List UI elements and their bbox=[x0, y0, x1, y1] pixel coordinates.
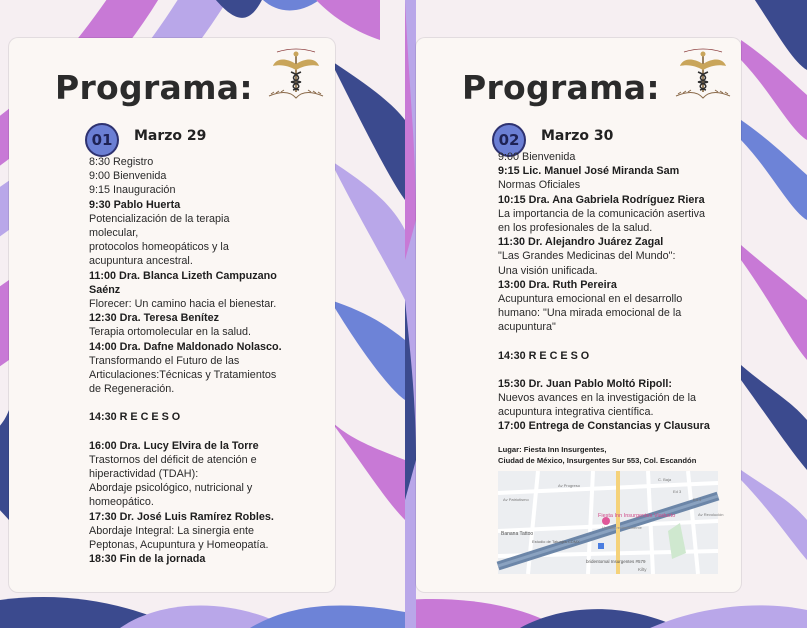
map-street-4: Ed 3 bbox=[673, 489, 682, 494]
map-hotel-sub: Vodalto recientemente bbox=[602, 525, 642, 530]
program-card-day-1 bbox=[9, 38, 335, 592]
map-bodega-label: bridentomal Insurgentes #579 bbox=[586, 559, 646, 564]
schedule-topic: "Las Grandes Medicinas del Mundo": Una visión unificada. bbox=[498, 250, 676, 277]
map-street-7: Kilty bbox=[638, 567, 647, 572]
map-store-label: Estudio de Tatuajes CDMX bbox=[532, 539, 580, 544]
schedule-topic: 9:00 Bienvenida bbox=[498, 151, 576, 163]
map-graphic bbox=[498, 471, 724, 574]
day-number-badge: 02 bbox=[492, 123, 526, 157]
schedule-time-speaker: 16:00 Dra. Lucy Elvira de la Torre bbox=[89, 439, 259, 452]
schedule-spacer bbox=[498, 363, 736, 377]
schedule-time-speaker: 14:30 R E C E S O bbox=[89, 411, 181, 424]
schedule-time-speaker: 15:30 Dr. Juan Pablo Moltó Ripoll: bbox=[498, 377, 672, 390]
program-card-day-2 bbox=[416, 38, 741, 592]
schedule-topic: 9:00 Bienvenida bbox=[89, 170, 167, 183]
page-title: Programa: bbox=[55, 68, 253, 107]
day-date: Marzo 29 bbox=[134, 128, 207, 144]
schedule-time-speaker: 11:00 Dra. Blanca Lizeth Campuzano Saénz bbox=[89, 269, 277, 296]
schedule-time-speaker: 17:30 Dr. José Luis Ramírez Robles. bbox=[89, 510, 274, 523]
schedule-topic: Potencialización de la terapia molecular, protocolos homeopáticos y la acupuntura ancestral. bbox=[89, 212, 230, 268]
schedule-topic: Trastornos del déficit de atención e hiperactividad (TDAH): Abordaje psicológico, nutricional y homeopático. bbox=[89, 453, 257, 509]
schedule-time-speaker: 10:15 Dra. Ana Gabriela Rodríguez Riera bbox=[498, 193, 705, 206]
day-number-badge: 01 bbox=[85, 123, 119, 157]
map-hotel-label: Fiesta Inn Insurgentes Viaducto bbox=[598, 513, 676, 519]
schedule-topic: Normas Oficiales bbox=[498, 179, 581, 192]
location-map[interactable] bbox=[498, 471, 724, 574]
schedule-time-speaker: 12:30 Dra. Teresa Benítez bbox=[89, 312, 220, 325]
schedule-topic: Nuevos avances en la investigación de la acupuntura integrativa científica. bbox=[498, 392, 697, 419]
schedule-time-speaker: 14:30 R E C E S O bbox=[498, 349, 590, 362]
map-street-1: Av Progreso bbox=[558, 483, 580, 488]
schedule-time-speaker: 11:30 Dr. Alejandro Juárez Zagal bbox=[498, 236, 664, 249]
page-title: Programa: bbox=[462, 68, 660, 107]
schedule-time-speaker: 13:00 Dra. Ruth Pereira bbox=[498, 278, 617, 291]
schedule-topic: 9:15 Inauguración bbox=[89, 184, 176, 197]
schedule-topic: Abordaje Integral: La sinergia ente Peptonas, Acupuntura y Homeopatía. bbox=[89, 524, 269, 552]
schedule-time-speaker: 9:30 Pablo Huerta bbox=[89, 198, 181, 211]
schedule-time-speaker: 18:30 Fin de la jornada bbox=[89, 553, 206, 566]
schedule-time-speaker: 17:00 Entrega de Constancias y Clausura bbox=[498, 420, 710, 433]
schedule-topic: La importancia de la comunicación asertiva en los profesionales de la salud. bbox=[498, 207, 706, 235]
schedule-topic: 8:30 Registro bbox=[89, 156, 154, 168]
medical-caduceus-logo-icon bbox=[670, 46, 736, 104]
schedule-list bbox=[498, 150, 736, 434]
map-street-2: C. Baja bbox=[658, 477, 672, 482]
schedule-spacer bbox=[498, 335, 736, 349]
schedule-topic: Acupuntura emocional en el desarrollo humano: "Una mirada emocional de la acupuntura" bbox=[498, 293, 683, 334]
venue-line-1: Lugar: Fiesta Inn Insurgentes, bbox=[498, 445, 607, 454]
schedule-topic: Transformando el Futuro de las Articulaciones:Técnicas y Tratamientos de Regeneración. bbox=[89, 354, 277, 396]
schedule-topic: Florecer: Un camino hacia el bienestar. bbox=[89, 298, 277, 311]
schedule-spacer bbox=[89, 425, 329, 439]
schedule-list bbox=[89, 155, 329, 566]
schedule-time-speaker: 14:00 Dra. Dafne Maldonado Nolasco. bbox=[89, 340, 282, 353]
schedule-time-speaker: 9:15 Lic. Manuel José Miranda Sam bbox=[498, 165, 680, 178]
venue-address bbox=[498, 445, 734, 466]
map-tattoo-label: Banana Tattoo bbox=[501, 531, 534, 537]
venue-line-2: Ciudad de México, Insurgentes Sur 553, Col. Escandón bbox=[498, 455, 697, 465]
schedule-topic: Terapia ortomolecular en la salud. bbox=[89, 326, 252, 339]
day-date: Marzo 30 bbox=[541, 128, 614, 144]
schedule-spacer bbox=[89, 396, 329, 410]
map-street-3: Av Patriotismo bbox=[503, 497, 529, 502]
map-street-5: Ed 4 bbox=[693, 497, 702, 502]
medical-caduceus-logo-icon bbox=[263, 46, 329, 104]
map-street-6: Av Revolución bbox=[698, 512, 724, 517]
